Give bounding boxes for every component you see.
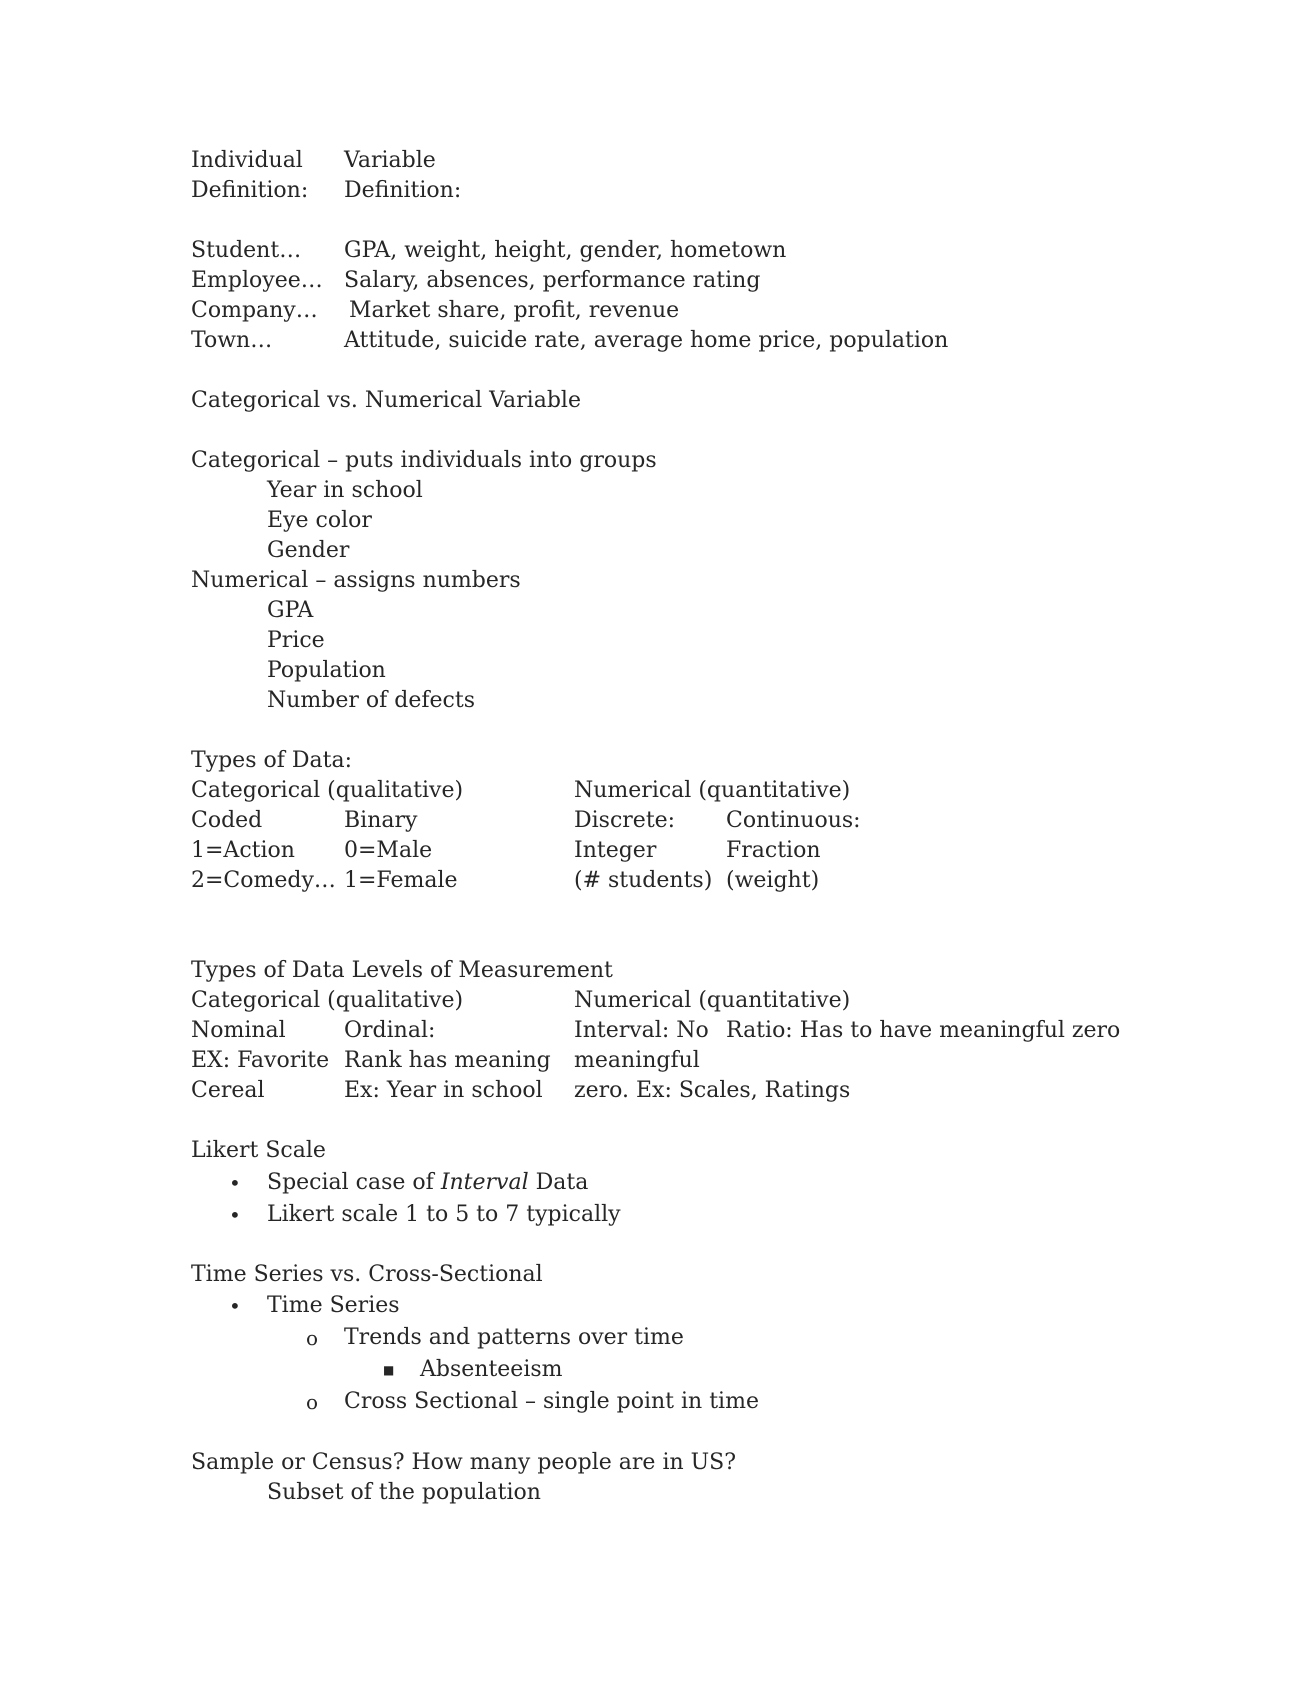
numerical-item: Population xyxy=(267,658,386,683)
categorical-item: Year in school xyxy=(267,478,423,503)
example-individual: Employee… xyxy=(191,268,323,293)
numerical-item: Number of defects xyxy=(267,688,475,713)
levels-cell: Ordinal: xyxy=(344,1018,436,1043)
likert-bullet-1-post: Data xyxy=(528,1170,589,1195)
numerical-heading: Numerical – assigns numbers xyxy=(191,568,521,593)
types-cell: Coded xyxy=(191,808,263,833)
example-individual: Town… xyxy=(191,328,273,353)
likert-bullet-1-em: Interval xyxy=(440,1170,529,1195)
levels-cell: Rank has meaning xyxy=(344,1048,551,1073)
levels-cat-header: Categorical (qualitative) xyxy=(191,988,464,1013)
types-of-data-title: Types of Data: xyxy=(191,748,352,773)
types-cell: 2=Comedy… xyxy=(191,868,336,893)
example-individual: Student… xyxy=(191,238,302,263)
types-cat-header: Categorical (qualitative) xyxy=(191,778,464,803)
levels-cell: EX: Favorite xyxy=(191,1048,330,1073)
types-cell: 1=Action xyxy=(191,838,295,863)
levels-cell: Ratio: Has to have meaningful zero xyxy=(726,1018,1121,1043)
bullet-disc-icon: • xyxy=(229,1294,241,1318)
levels-cell: Nominal xyxy=(191,1018,286,1043)
bullet-circle-icon: o xyxy=(306,1326,319,1350)
categorical-heading: Categorical – puts individuals into groups xyxy=(191,448,657,473)
time-series-bullet: Time Series xyxy=(267,1293,400,1318)
likert-bullet-2: Likert scale 1 to 5 to 7 typically xyxy=(267,1202,621,1227)
levels-title: Types of Data Levels of Measurement xyxy=(191,958,613,983)
types-cell: (weight) xyxy=(726,868,820,893)
section-title-cat-vs-num: Categorical vs. Numerical Variable xyxy=(191,388,581,413)
bullet-square-icon: ■ xyxy=(383,1363,395,1377)
levels-num-header: Numerical (quantitative) xyxy=(574,988,851,1013)
example-variables: Market share, profit, revenue xyxy=(349,298,680,323)
sample-question: Sample or Census? How many people are in US? xyxy=(191,1450,737,1475)
likert-bullet-1-pre: Special case of xyxy=(267,1170,441,1195)
likert-title: Likert Scale xyxy=(191,1138,326,1163)
example-variables: GPA, weight, height, gender, hometown xyxy=(344,238,787,263)
types-cell: 1=Female xyxy=(344,868,458,893)
levels-cell: Cereal xyxy=(191,1078,265,1103)
numerical-item: GPA xyxy=(267,598,314,623)
levels-cell: Interval: No xyxy=(574,1018,709,1043)
bullet-disc-icon: • xyxy=(229,1171,241,1195)
numerical-item: Price xyxy=(267,628,325,653)
levels-cell: Ex: Year in school xyxy=(344,1078,543,1103)
categorical-item: Eye color xyxy=(267,508,372,533)
time-series-sub-1: Trends and patterns over time xyxy=(344,1325,684,1350)
example-individual: Company… xyxy=(191,298,318,323)
individual-definition-label-1: Individual xyxy=(191,148,303,173)
levels-cell: meaningful xyxy=(574,1048,700,1073)
bullet-circle-icon: o xyxy=(306,1390,319,1414)
types-cell: (# students) xyxy=(574,868,713,893)
time-series-subsub-1: Absenteeism xyxy=(420,1357,563,1382)
levels-cell: zero. Ex: Scales, Ratings xyxy=(574,1078,851,1103)
sample-answer: Subset of the population xyxy=(267,1480,541,1505)
example-variables: Attitude, suicide rate, average home price, population xyxy=(344,328,949,353)
variable-definition-label-2: Definition: xyxy=(344,178,462,203)
bullet-disc-icon: • xyxy=(229,1203,241,1227)
types-cell: Fraction xyxy=(726,838,821,863)
example-variables: Salary, absences, performance rating xyxy=(344,268,761,293)
types-num-header: Numerical (quantitative) xyxy=(574,778,851,803)
individual-definition-label-2: Definition: xyxy=(191,178,309,203)
categorical-item: Gender xyxy=(267,538,350,563)
likert-bullet-1 xyxy=(267,1168,588,1198)
time-series-title: Time Series vs. Cross-Sectional xyxy=(191,1262,543,1287)
types-cell: Integer xyxy=(574,838,657,863)
types-cell: 0=Male xyxy=(344,838,433,863)
types-cell: Continuous: xyxy=(726,808,861,833)
types-cell: Binary xyxy=(344,808,418,833)
time-series-sub-2: Cross Sectional – single point in time xyxy=(344,1389,759,1414)
variable-definition-label-1: Variable xyxy=(344,148,436,173)
types-cell: Discrete: xyxy=(574,808,676,833)
